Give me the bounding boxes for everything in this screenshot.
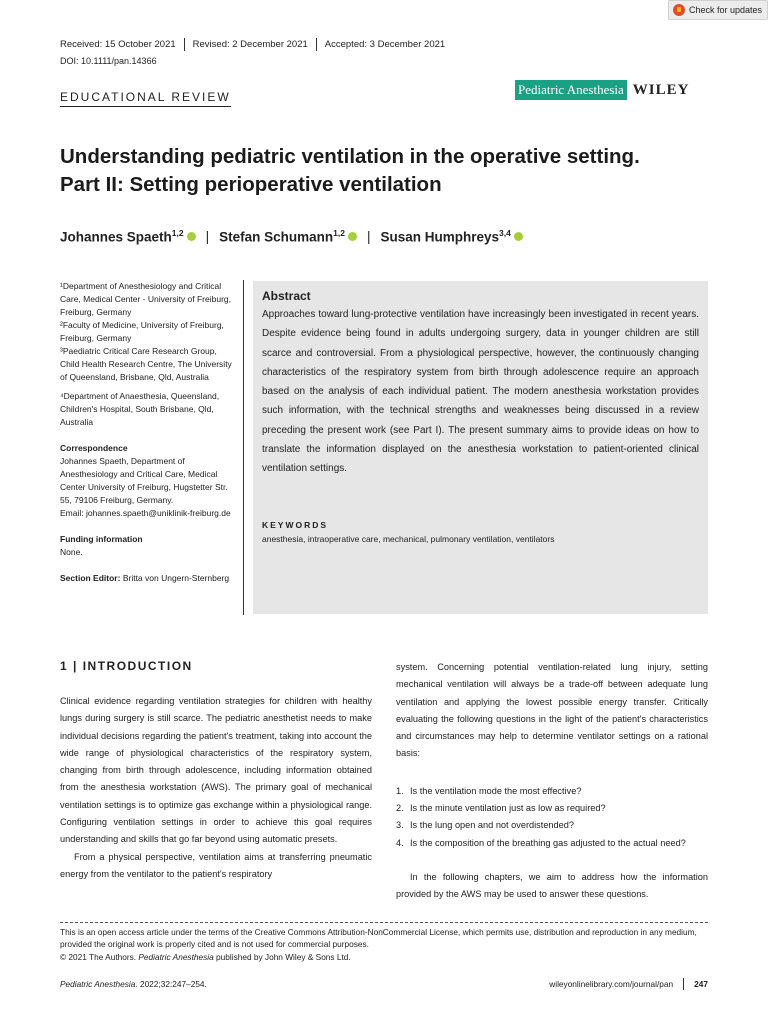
author-name: Susan Humphreys xyxy=(380,229,500,245)
title-line-2: Part II: Setting perioperative ventilation xyxy=(60,173,442,196)
accepted-date: Accepted: 3 December 2021 xyxy=(324,39,446,50)
article-type xyxy=(60,90,231,104)
article-type-label: EDUCATIONAL REVIEW xyxy=(60,90,231,104)
correspondence-heading: Correspondence xyxy=(60,443,128,453)
orcid-icon[interactable] xyxy=(187,232,196,241)
author-affiliation-number: 1,2 xyxy=(171,228,184,238)
check-for-updates-label: Check for updates xyxy=(689,5,763,15)
author-affiliation-number: 1,2 xyxy=(333,228,345,238)
section-editor-label: Section Editor: xyxy=(60,573,121,583)
body-column-left xyxy=(60,693,372,883)
footer-url[interactable]: wileyonlinelibrary.com/journal/pan xyxy=(549,979,674,989)
question-list xyxy=(396,783,708,852)
abstract-heading: Abstract xyxy=(262,289,311,303)
title-line-1: Understanding pediatric ventilation in the operative setting. xyxy=(60,145,640,168)
divider xyxy=(184,38,185,51)
section-editor xyxy=(60,572,238,585)
author[interactable] xyxy=(219,228,345,245)
divider xyxy=(683,978,684,990)
list-text: Is the lung open and not overdistended? xyxy=(410,820,574,831)
page-footer xyxy=(60,978,708,990)
journal-name: Pediatric Anesthesia xyxy=(515,80,627,100)
paragraph: Clinical evidence regarding ventilation strategies for children with healthy lungs during surgery is still scarce. The pediatric anesthetist needs to make individual decisions regarding the patient's treatment, taking into account the wide range of physiological characteristics of the respiratory system, changing from birth through adolescence, including information obtained from the anesthesia workstation (AWS). The primary goal of mechanical ventilation settings is to optimize gas exchange within a physiological range. Configuring ventilation settings in order to achieve this goal requires understanding and skills that go far beyond using automatic presets. xyxy=(60,696,372,845)
crossmark-icon xyxy=(673,4,685,16)
sidebar-divider xyxy=(243,280,244,615)
author-separator: | xyxy=(205,228,210,244)
author-affiliation-number: 3,4 xyxy=(499,228,511,238)
list-text: Is the minute ventilation just as low as required? xyxy=(410,803,606,814)
paragraph: system. Concerning potential ventilation-related lung injury, setting mechanical ventilation will always be a trade-off between adequate lung ventilation and applying the lowest possible energy transfer. Critically evaluating the following questions in the light of the patient's characteristics and circumstances may help to determine ventilator settings on a rational basis: xyxy=(396,662,708,759)
body-column-right xyxy=(396,659,708,904)
list-text: Is the composition of the breathing gas adjusted to the actual need? xyxy=(410,837,686,848)
author-name: Stefan Schumann xyxy=(219,229,334,245)
author-separator: | xyxy=(366,228,371,244)
copyright-journal: Pediatric Anesthesia xyxy=(138,951,214,962)
list-number: 3. xyxy=(396,820,404,831)
section-heading: 1 | INTRODUCTION xyxy=(60,659,193,673)
list-item xyxy=(396,835,708,852)
list-number: 1. xyxy=(396,785,404,796)
section-editor-name: Britta von Ungern-Sternberg xyxy=(120,573,230,583)
author[interactable] xyxy=(60,228,184,245)
correspondence-text: Johannes Spaeth, Department of Anesthesiology and Critical Care, Medical Center University of Freiburg, Hugstetter Str. 55, 79106 Freiburg, Germany. xyxy=(60,456,228,505)
author[interactable] xyxy=(381,228,511,245)
license-notice xyxy=(60,926,710,963)
list-number: 2. xyxy=(396,803,404,814)
divider xyxy=(316,38,317,51)
footer-volume: . 2022;32:247–254. xyxy=(135,979,207,989)
affiliation: ³Paediatric Critical Care Research Group, Child Health Research Centre, The University of Queensland, Brisbane, Qld, Australia xyxy=(60,346,232,382)
check-for-updates-button[interactable] xyxy=(668,0,768,20)
footer-journal: Pediatric Anesthesia xyxy=(60,979,136,989)
keywords-text: anesthesia, intraoperative care, mechanical, pulmonary ventilation, ventilators xyxy=(262,534,555,544)
keywords-heading: KEYWORDS xyxy=(262,520,329,530)
affiliation: ¹Department of Anesthesiology and Critical Care, Medical Center - University of Freiburg, Freiburg, Germany xyxy=(60,281,232,317)
received-date: Received: 15 October 2021 xyxy=(60,39,176,50)
doi[interactable]: DOI: 10.1111/pan.14366 xyxy=(60,56,157,66)
license-text: This is an open access article under the terms of the Creative Commons Attribution-NonCommercial License, which permits use, distribution and reproduction in any medium, provided the original work is properly cited and is not used for commercial purposes. xyxy=(60,927,697,950)
article-dates xyxy=(60,38,445,51)
funding-text: None. xyxy=(60,547,83,557)
list-item xyxy=(396,817,708,834)
underline xyxy=(60,106,231,107)
list-item xyxy=(396,800,708,817)
affiliation: ²Faculty of Medicine, University of Freiburg, Freiburg, Germany xyxy=(60,320,224,343)
orcid-icon[interactable] xyxy=(348,232,357,241)
funding-heading: Funding information xyxy=(60,534,143,544)
revised-date: Revised: 2 December 2021 xyxy=(192,39,308,50)
publisher-logo: WILEY xyxy=(632,81,690,98)
article-title xyxy=(60,143,700,199)
journal-logo xyxy=(515,80,689,100)
correspondence-email[interactable]: Email: johannes.spaeth@uniklinik-freiburg.de xyxy=(60,508,231,518)
orcid-icon[interactable] xyxy=(514,232,523,241)
author-name: Johannes Spaeth xyxy=(60,229,172,245)
affiliation: ⁴Department of Anaesthesia, Queensland, Children's Hospital, South Brisbane, Qld, Australia xyxy=(60,391,220,427)
author-list xyxy=(60,228,523,245)
list-number: 4. xyxy=(396,837,404,848)
footer-citation xyxy=(60,979,207,989)
abstract-text: Approaches toward lung-protective ventilation have increasingly been investigated in recent years. Despite evidence being found in adults undergoing surgery, data in younger children are still scarce and controversial. From a physiological perspective, however, the continuously changing characteristics of the respiratory system from birth through adolescence require an approach based on the analysis of each individual patient. The modern anesthesia workstation provides such information, with the technical strengths and weaknesses being discussed in a review preceding the present work (see Part I). The present summary aims to provide ideas on how to translate the information displayed on the anesthesia workstation to patient-oriented clinical ventilation settings. xyxy=(262,309,699,475)
footnote-divider xyxy=(60,922,708,923)
list-item xyxy=(396,783,708,800)
list-text: Is the ventilation mode the most effective? xyxy=(410,785,582,796)
article-sidebar xyxy=(60,280,238,585)
paragraph: From a physical perspective, ventilation aims at transferring pneumatic energy from the ventilator to the patient's respiratory xyxy=(60,851,372,879)
copyright-suffix: published by John Wiley & Sons Ltd. xyxy=(213,951,351,962)
page-number: 247 xyxy=(694,979,708,989)
copyright-prefix: © 2021 The Authors. xyxy=(60,951,139,962)
copyright-text xyxy=(60,951,710,963)
paragraph: In the following chapters, we aim to address how the information provided by the AWS may be used to answer these questions. xyxy=(396,871,708,900)
abstract-box xyxy=(253,281,708,614)
